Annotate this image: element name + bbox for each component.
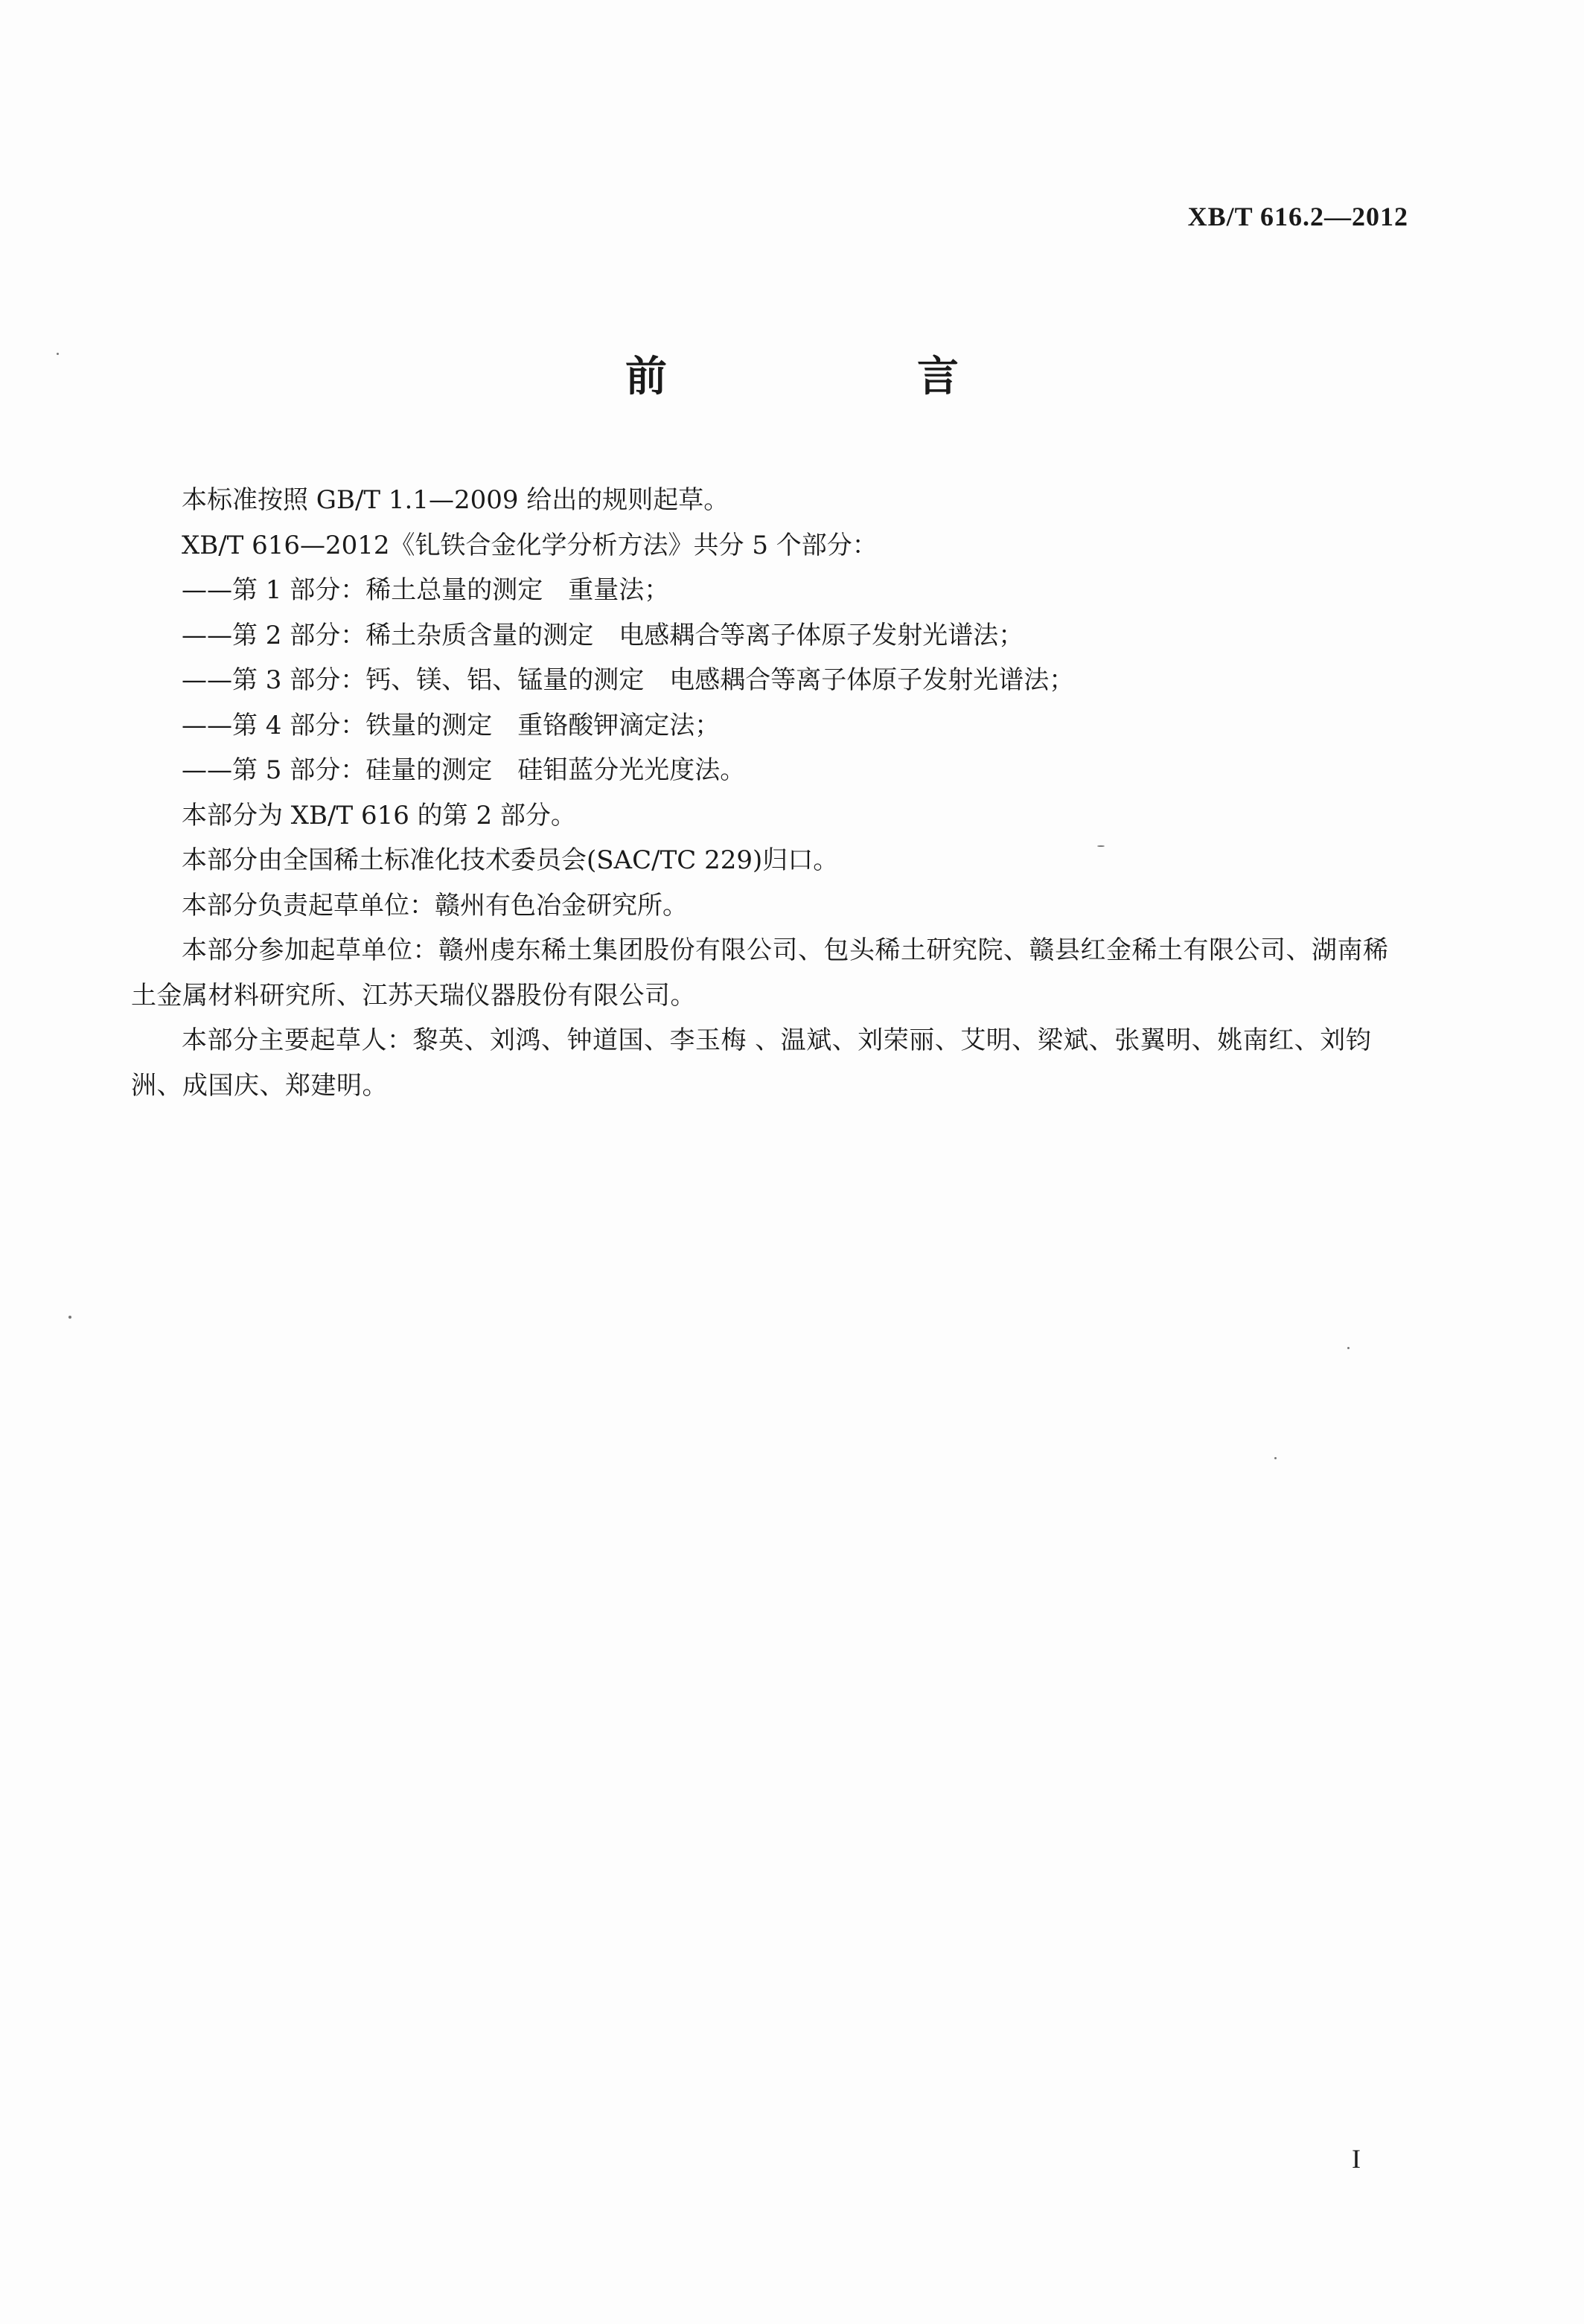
standard-code: XB/T 616.2—2012 [1187,202,1408,231]
paragraph-drafters: 本部分主要起草人：黎英、刘鸿、钟道国、李玉梅 、温斌、刘荣丽、艾明、梁斌、张翼明、姚南红、刘钧洲、成国庆、郑建明。 [131,1025,1372,1101]
scan-speck [68,1316,71,1319]
scan-speck [1274,1457,1277,1459]
list-item-part-3: ——第 3 部分：钙、镁、铝、锰量的测定 电感耦合等离子体原子发射光谱法； [182,665,1075,695]
foreword-body [131,478,1411,1108]
paragraph-committee: 本部分由全国稀土标准化技术委员会(SAC/TC 229)归口。 [182,845,839,875]
page-title: 前 言 [625,353,1063,401]
paragraph-drafting-rules: 本标准按照 GB/T 1.1—2009 给出的规则起草。 [182,485,729,515]
paragraph-parts-intro: XB/T 616—2012《钆铁合金化学分析方法》共分 5 个部分： [182,530,878,560]
paragraph-lead-unit: 本部分负责起草单位：赣州有色冶金研究所。 [182,890,688,921]
scan-speck [57,353,59,355]
scan-speck [1097,845,1105,847]
scan-speck [1347,1347,1350,1349]
list-item-part-2: ——第 2 部分：稀土杂质含量的测定 电感耦合等离子体原子发射光谱法； [182,620,1024,650]
list-item-part-4: ——第 4 部分：铁量的测定 重铬酸钾滴定法； [182,710,721,740]
paragraph-this-part: 本部分为 XB/T 616 的第 2 部分。 [182,800,576,830]
list-item-part-1: ——第 1 部分：稀土总量的测定 重量法； [182,575,670,605]
paragraph-participating-units: 本部分参加起草单位：赣州虔东稀土集团股份有限公司、包头稀土研究院、赣县红金稀土有限公司、湖南稀土金属材料研究所、江苏天瑞仪器股份有限公司。 [131,935,1389,1011]
list-item-part-5: ——第 5 部分：硅量的测定 硅钼蓝分光光度法。 [182,755,746,785]
page-number: I [1352,2144,1361,2174]
